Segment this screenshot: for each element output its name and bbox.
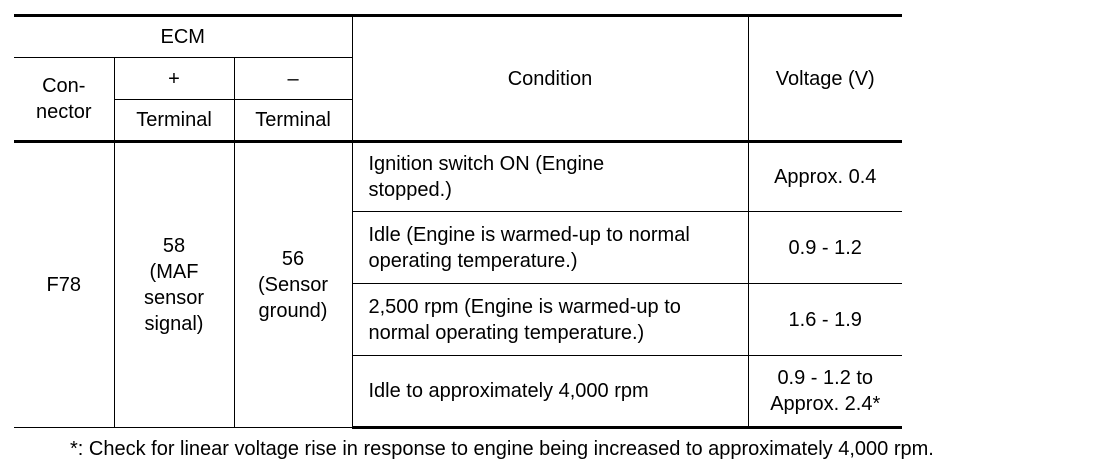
ecm-header: ECM (14, 16, 352, 58)
terminal-plus-header: Terminal (114, 100, 234, 142)
voltage-cell (748, 356, 902, 428)
minus-header: – (234, 58, 352, 100)
connector-header-line: nector (35, 101, 92, 123)
connector-header (14, 58, 114, 142)
voltage-line: Approx. 2.4* (770, 393, 881, 415)
voltage-line: 0.9 - 1.2 to (777, 367, 874, 389)
voltage-cell: Approx. 0.4 (748, 142, 902, 212)
footnote: *: Check for linear voltage rise in response to engine being increased to approximately 4,000 rpm. (70, 438, 934, 460)
condition-header: Condition (352, 16, 748, 142)
condition-line: normal operating temperature.) (368, 321, 645, 344)
minus-terminal-line: (Sensor (257, 274, 329, 296)
voltage-header: Voltage (V) (748, 16, 902, 142)
plus-terminal-line: 58 (162, 235, 186, 257)
ecm-terminal-voltage-table (14, 14, 902, 429)
connector-header-line: Con- (42, 75, 86, 97)
plus-header: + (114, 58, 234, 100)
voltage-cell: 1.6 - 1.9 (748, 284, 902, 356)
minus-terminal-line: 56 (281, 248, 305, 270)
plus-terminal-line: sensor (143, 287, 205, 309)
condition-cell (352, 356, 748, 428)
condition-line: 2,500 rpm (Engine is warmed-up to (368, 295, 681, 318)
minus-terminal-line: ground) (258, 300, 328, 322)
terminal-minus-header: Terminal (234, 100, 352, 142)
condition-cell (352, 142, 748, 212)
voltage-cell: 0.9 - 1.2 (748, 212, 902, 284)
condition-line: Ignition switch ON (Engine (368, 153, 605, 175)
condition-line: Idle (Engine is warmed-up to normal (368, 223, 690, 246)
connector-cell: F78 (14, 142, 114, 428)
plus-terminal-line: (MAF (149, 261, 199, 283)
minus-terminal-cell (234, 142, 352, 428)
condition-line: Idle to approximately 4,000 rpm (368, 380, 649, 402)
plus-terminal-line: signal) (144, 313, 204, 335)
plus-terminal-cell (114, 142, 234, 428)
condition-cell (352, 284, 748, 356)
condition-line: stopped.) (368, 179, 452, 201)
condition-cell (352, 212, 748, 284)
condition-line: operating temperature.) (368, 249, 578, 272)
